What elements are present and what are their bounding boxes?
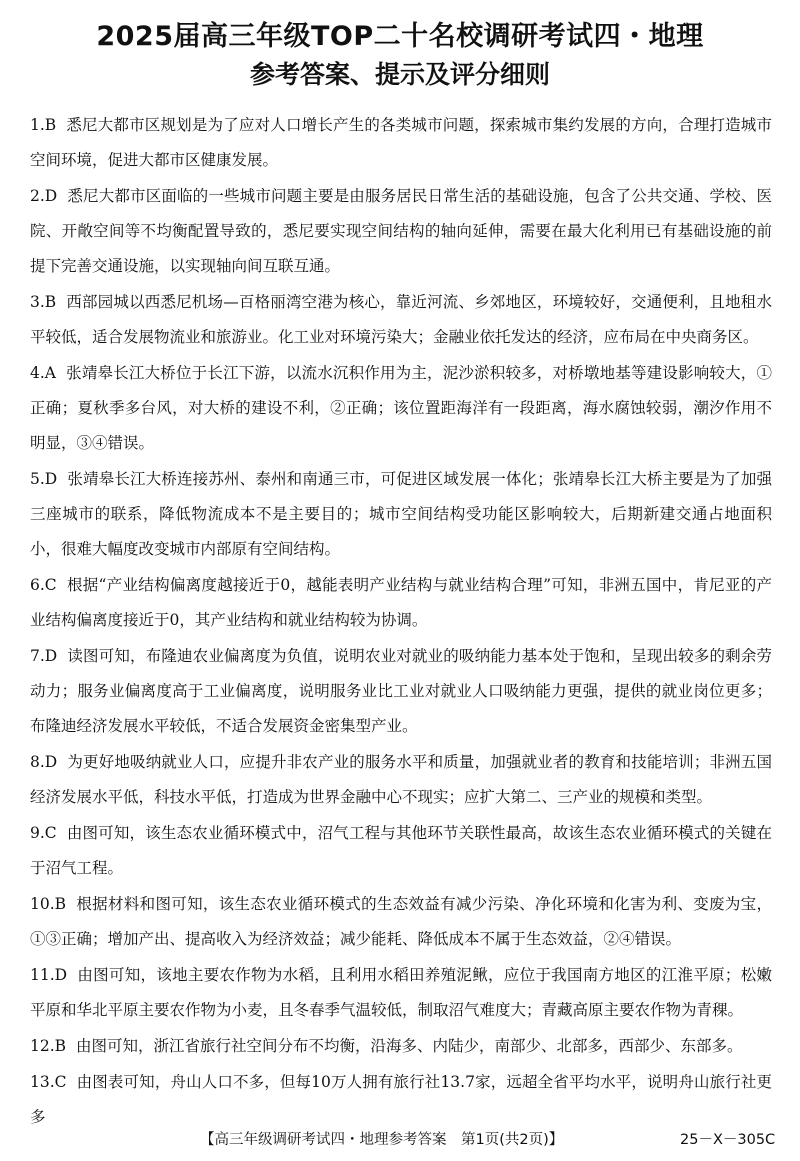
answer-explanation: 根据“产业结构偏离度越接近于0，越能表明产业结构与就业结构合理”可知，非洲五国中，肯尼亚的产业结构偏离度接近于0，其产业结构和就业结构较为协调。: [30, 576, 772, 629]
answer-item: [30, 745, 772, 815]
answer-explanation: 由图可知，该生态农业循环模式中，沼气工程与其他环节关联性最高，故该生态农业循环模式的关键在于沼气工程。: [30, 824, 772, 877]
answer-explanation: 张靖皋长江大桥连接苏州、泰州和南通三市，可促进区域发展一体化；张靖皋长江大桥主要是为了加强三座城市的联系，降低物流成本不是主要目的；城市空间结构受功能区影响较大，后期新建交通占地面积小，很难大幅度改变城市内部原有空间结构。: [30, 470, 772, 558]
page-title: 2025届高三年级TOP二十名校调研考试四・地理: [96, 21, 704, 52]
answer-number: 6.C: [30, 576, 57, 594]
answer-number: 13.C: [30, 1073, 67, 1091]
answer-item: [30, 1065, 772, 1135]
answer-number: 3.B: [30, 293, 57, 311]
answer-explanation: 由图表可知，舟山人口不多，但每10万人拥有旅行社13.7家，远超全省平均水平，说明舟山旅行社更多: [30, 1073, 772, 1126]
answer-explanation: 悉尼大都市区面临的一些城市问题主要是由服务居民日常生活的基础设施，包含了公共交通、学校、医院、开敞空间等不均衡配置导致的，悉尼要实现空间结构的轴向延伸，需要在最大化利用已有基础设施的前提下完善交通设施，以实现轴向间互联互通。: [30, 187, 772, 275]
answer-item: [30, 568, 772, 638]
answer-item: [30, 958, 772, 1028]
answer-list: [30, 108, 772, 1136]
answer-number: 8.D: [30, 753, 58, 771]
answer-number: 7.D: [30, 647, 58, 665]
answer-item: [30, 179, 772, 284]
page-subtitle: 参考答案、提示及评分细则: [249, 60, 550, 89]
answer-explanation: 由图可知，该地主要农作物为水稻，且利用水稻田养殖泥鳅，应位于我国南方地区的江淮平原；松嫩平原和华北平原主要农作物为小麦，且冬春季气温较低，制取沼气难度大；青藏高原主要农作物为青稞。: [30, 966, 772, 1019]
answer-item: [30, 639, 772, 744]
answer-explanation: 读图可知，布隆迪农业偏离度为负值，说明农业对就业的吸纳能力基本处于饱和，呈现出较多的剩余劳动力；服务业偏离度高于工业偏离度，说明服务业比工业对就业人口吸纳能力更强，提供的就业岗位更多；布隆迪经济发展水平较低，不适合发展资金密集型产业。: [30, 647, 772, 735]
footer-page-info: 【高三年级调研考试四・地理参考答案 第1页(共2页)】: [200, 1132, 564, 1148]
answer-item: [30, 816, 772, 886]
answer-number: 2.D: [30, 187, 58, 205]
answer-number: 11.D: [30, 966, 68, 984]
answer-item: [30, 887, 772, 957]
answer-number: 4.A: [30, 364, 56, 382]
answer-number: 12.B: [30, 1037, 67, 1055]
answer-item: [30, 108, 772, 178]
answer-number: 1.B: [30, 116, 57, 134]
answer-explanation: 由图可知，浙江省旅行社空间分布不均衡，沿海多、内陆少，南部少、北部多，西部少、东部多。: [76, 1037, 743, 1055]
answer-explanation: 根据材料和图可知，该生态农业循环模式的生态效益有减少污染、净化环境和化害为利、变废为宝，①③正确；增加产出、提高收入为经济效益；减少能耗、降低成本不属于生态效益，②④错误。: [30, 895, 772, 948]
answer-item: [30, 356, 772, 461]
answer-explanation: 悉尼大都市区规划是为了应对人口增长产生的各类城市问题，探索城市集约发展的方向，合理打造城市空间环境，促进大都市区健康发展。: [30, 116, 772, 169]
answer-number: 5.D: [30, 470, 58, 488]
answer-number: 10.B: [30, 895, 67, 913]
answer-item: [30, 462, 772, 567]
footer-doc-code: 25－X－305C: [680, 1132, 776, 1148]
answer-explanation: 西部园城以西悉尼机场—百格丽湾空港为核心，靠近河流、乡郊地区，环境较好，交通便利，且地租水平较低，适合发展物流业和旅游业。化工业对环境污染大；金融业依托发达的经济，应布局在中央商务区。: [30, 293, 772, 346]
answer-item: [30, 1029, 772, 1064]
answer-number: 9.C: [30, 824, 57, 842]
answer-explanation: 张靖皋长江大桥位于长江下游，以流水沉积作用为主，泥沙淤积较多，对桥墩地基等建设影响较大，①正确；夏秋季多台风，对大桥的建设不利，②正确；该位置距海洋有一段距离，海水腐蚀较弱，潮汐作用不明显，③④错误。: [30, 364, 772, 452]
answer-explanation: 为更好地吸纳就业人口，应提升非农产业的服务水平和质量，加强就业者的教育和技能培训；非洲五国经济发展水平低，科技水平低，打造成为世界金融中心不现实；应扩大第二、三产业的规模和类型。: [30, 753, 772, 806]
answer-item: [30, 285, 772, 355]
